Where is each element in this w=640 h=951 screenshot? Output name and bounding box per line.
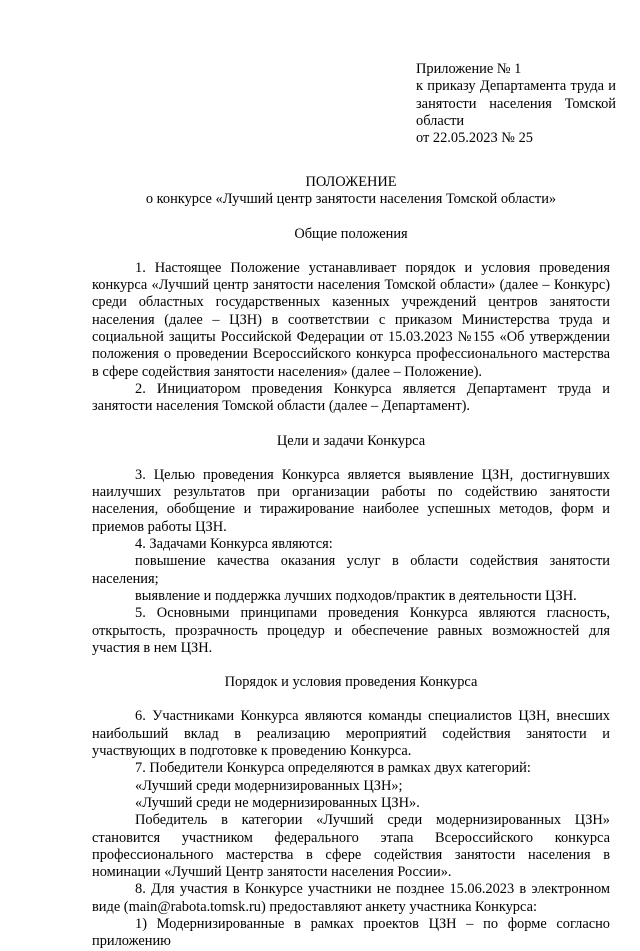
paragraph: 3. Целью проведения Конкурса является выявление ЦЗН, достигнувших наилучших результатов при организации работы по содействию занятости населения, обобщение и тиражирование наиболее успешных методов, форм и приемов работы ЦЗН. [92, 466, 610, 535]
paragraph: 7. Победители Конкурса определяются в рамках двух категорий: [135, 760, 531, 777]
section-heading: Общие положения [294, 225, 408, 242]
paragraph: Победитель в категории «Лучший среди модернизированных ЦЗН» становится участником федерального этапа Всероссийского конкурса профессионального мастерства в сфере содействия занятости населения в номинации «Лучший Центр занятости населения России». [92, 812, 610, 881]
appendix-line: занятости населения Томской [416, 95, 616, 112]
paragraph: 5. Основными принципами проведения Конкурса являются гласность, открытость, прозрачность процедур и обеспечение равных возможностей для участия в нем ЦЗН. [92, 605, 610, 656]
paragraph: 1. Настоящее Положение устанавливает порядок и условия проведения конкурса «Лучший центр занятости населения Томской области» (далее – Конкурс) среди областных государственных казенных учреждений центров занятости населения (далее – ЦЗН) в соответствии с приказом Министерства труда и социальной защиты Российской Федерации от 15.03.2023 №155 «Об утверждении положения о проведении Всероссийского конкурса профессионального мастерства в сфере содействия занятости населения» (далее – Положение). [92, 259, 610, 380]
paragraph: выявление и поддержка лучших подходов/практик в деятельности ЦЗН. [135, 587, 577, 604]
document-subtitle: о конкурсе «Лучший центр занятости населения Томской области» [145, 191, 557, 208]
paragraph: 2. Инициатором проведения Конкурса является Департамент труда и занятости населения Томской области (далее – Департамент). [92, 380, 610, 415]
paragraph: «Лучший среди не модернизированных ЦЗН». [135, 794, 420, 811]
paragraph: 4. Задачами Конкурса являются: [135, 536, 333, 553]
paragraph: 8. Для участия в Конкурсе участники не позднее 15.06.2023 в электронном виде (main@rabota.tomsk.ru) предоставляют анкету участника Конкурса: [92, 881, 610, 915]
section-heading: Порядок и условия проведения Конкурса [224, 674, 478, 691]
paragraph: 1) Модернизированные в рамках проектов ЦЗН – по форме согласно приложению [92, 915, 610, 950]
appendix-line: от 22.05.2023 № 25 [416, 130, 533, 147]
appendix-line: Приложение № 1 [416, 61, 522, 77]
document-body [92, 174, 610, 951]
paragraph: «Лучший среди модернизированных ЦЗН»; [135, 777, 403, 794]
appendix-block [416, 61, 616, 147]
document-title: ПОЛОЖЕНИЕ [305, 174, 397, 190]
paragraph: повышение качества оказания услуг в области содействия занятости населения; [92, 553, 610, 587]
appendix-line: области [416, 112, 465, 129]
paragraph: 6. Участниками Конкурса являются команды специалистов ЦЗН, внесших наибольший вклад в реализацию мероприятий содействия занятости и участвующих в подготовке к проведению Конкурса. [92, 708, 610, 760]
appendix-line: к приказу Департамента труда и [416, 78, 616, 95]
section-heading: Цели и задачи Конкурса [276, 432, 426, 449]
